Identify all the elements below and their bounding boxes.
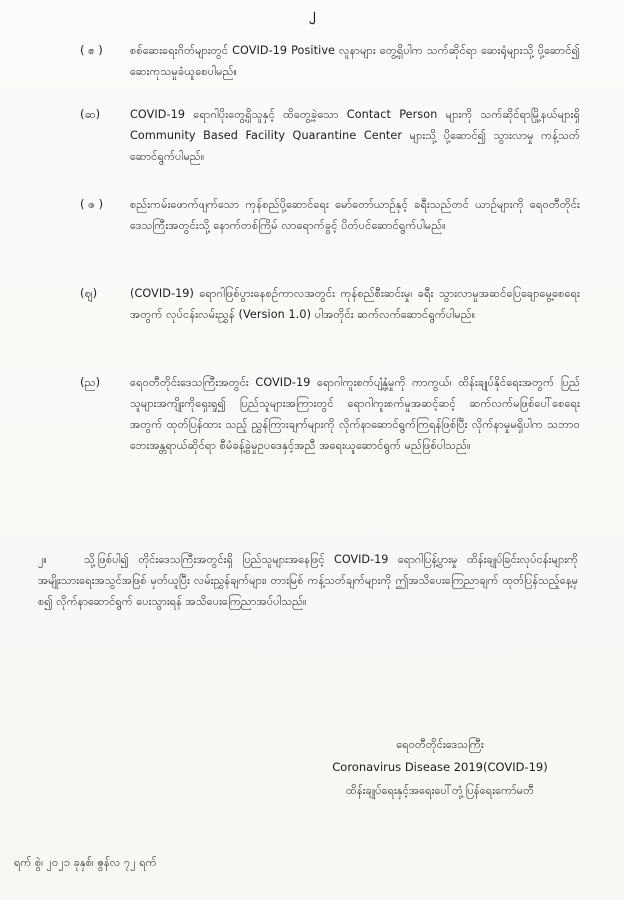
- list-item-text: (COVID-19) ရောဂါဖြစ်ပွားနေစဉ်ကာလအတွင်း ကုန်စည်စီးဆင်းမှု၊ ခရီး သွားလာမှုအဆင်ပြေချောမွေ့စေရေးအတွက် လုပ်ငန်းလမ်းညွှန် (Version 1.0) ပါအတိုင်း ဆက်လက်ဆောင်ရွက်ပါမည်။: [130, 287, 580, 321]
- list-item-za: [80, 194, 580, 236]
- paragraph-2: [38, 549, 578, 612]
- list-item-marker: (ဆ): [80, 107, 101, 121]
- list-item-text: စည်းကမ်းဖောက်ဖျက်သော ကုန်စည်ပို့ဆောင်ရေး မော်တော်ယာဉ်နှင့် ခရီးသည်တင် ယာဉ်များကို ရေဝတီတိုင်းဒေသကြီးအတွင်းသို့ နောက်တစ်ကြိမ် လာရောက်ခွင့် ပိတ်ပင်ဆောင်ရွက်ပါမည်။: [130, 198, 580, 232]
- list-item-sa: [80, 104, 580, 167]
- list-item-zha: [80, 283, 580, 325]
- paragraph-text: သို့ဖြစ်ပါ၍ တိုင်းဒေသကြီးအတွင်းရှိ ပြည်သူများအနေဖြင့် COVID-19 ရောဂါပြန့်ပွားမှု ထိန်းချုပ်ခြင်းလုပ်ငန်းများကို အမျိုးသားရေးအသွင်အဖြစ် မှတ်ယူပြီး လမ်းညွှန်ချက်များ၊ တားမြစ် ကန့်သတ်ချက်များကို ဤအသိပေးကြေညာချက် ထုတ်ပြန်သည့်နေ့မှစ၍ လိုက်နာဆောင်ရွက် ပေးသွားရန် အသိပေးကြေညာအပ်ပါသည်။: [38, 553, 578, 608]
- signature-line-2: Coronavirus Disease 2019(COVID-19): [332, 760, 548, 774]
- list-item-marker: (ဈ): [80, 286, 98, 300]
- signature-line-3: ထိန်းချုပ်ရေးနှင့်အရေးပေါ်တုံ့ပြန်ရေးကော်မတီ: [346, 784, 534, 797]
- paragraph-number: ၂။: [38, 553, 47, 566]
- signature-block: [270, 733, 610, 802]
- list-item-marker: (ည): [80, 375, 101, 389]
- list-item-e: [80, 40, 580, 82]
- list-item-text: ရေဝတီတိုင်းဒေသကြီးအတွင်း COVID-19 ရောဂါကူးစက်ပျံ့နှံ့မှုကို ကာကွယ်၊ ထိန်းချုပ်နိုင်ရေးအတွက် ပြည်သူများအကျိုးကိုရှေးရှု၍ ပြည်သူများအကြားတွင် ရောဂါကူးစက်မှုအဆင့်ဆင့် ဆက်လက်မဖြစ်ပေါ်စေရေးအတွက် ထုတ်ပြန်ထား သည့် ညွှန်ကြားချက်များကို လိုက်နာဆောင်ရွက်ကြရန်ဖြစ်ပြီး လိုက်နာမှုမရှိပါက သဘာဝဘေးအန္တရာယ်ဆိုင်ရာ စီမံခန့်ခွဲမှုဥပဒေနှင့်အညီ အရေးယူဆောင်ရွက် မည်ဖြစ်ပါသည်။: [130, 376, 580, 452]
- list-item-text: စစ်ဆေးရေးဂိတ်များတွင် COVID-19 Positive လူနာများ တွေ့ရှိပါက သက်ဆိုင်ရာ ဆေးရုံများသို့ ပို့ဆောင်၍ ဆေးကုသမှုခံယူစေပါမည်။: [130, 44, 580, 78]
- list-item-marker: ( ဧ ): [80, 43, 103, 57]
- list-item-nya: [80, 372, 580, 456]
- list-item-marker: ( ဇ ): [80, 197, 104, 211]
- signature-line-1: ရေဝတီတိုင်းဒေသကြီး: [396, 738, 484, 751]
- list-item-text: COVID-19 ရောဂါပိုးတွေ့ရှိသူနှင့် ထိတွေ့ခဲ့သော Contact Person များကို သက်ဆိုင်ရာမြို့နယ်များရှိ Community Based Facility Quarantine Center များသို့ ပို့ဆောင်၍ သွားလာမှု ကန့်သတ်ဆောင်ရွက်ပါမည်။: [130, 108, 580, 163]
- document-date: ရက် စွဲ၊ ၂၀၂၁ ခုနှစ်၊ ဇွန်လ ၇၂ ရက်: [14, 856, 157, 869]
- page-number: ၂: [308, 7, 316, 22]
